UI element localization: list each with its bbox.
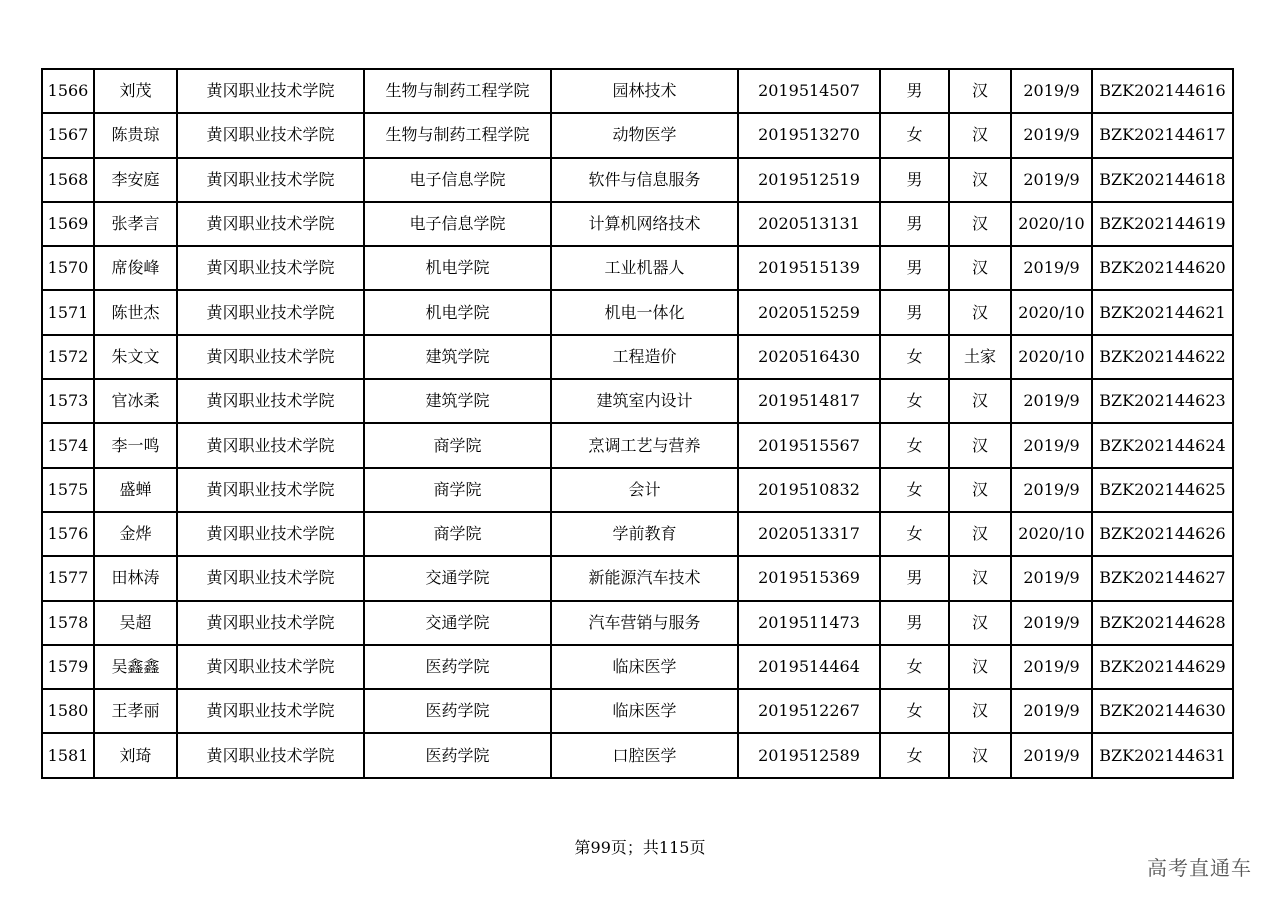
gender-cell: 女 bbox=[880, 512, 949, 556]
college-cell: 建筑学院 bbox=[364, 379, 551, 423]
student-id-cell: 2019510832 bbox=[738, 468, 880, 512]
enrollment-date-cell: 2020/10 bbox=[1011, 512, 1092, 556]
certificate-number-cell: BZK202144625 bbox=[1092, 468, 1233, 512]
gender-cell: 女 bbox=[880, 468, 949, 512]
ethnicity-cell: 汉 bbox=[949, 290, 1011, 334]
enrollment-date-cell: 2019/9 bbox=[1011, 645, 1092, 689]
enrollment-date-cell: 2019/9 bbox=[1011, 423, 1092, 467]
student-name-cell: 刘茂 bbox=[94, 69, 177, 113]
college-cell: 机电学院 bbox=[364, 290, 551, 334]
certificate-number-cell: BZK202144619 bbox=[1092, 202, 1233, 246]
college-cell: 医药学院 bbox=[364, 689, 551, 733]
college-cell: 商学院 bbox=[364, 423, 551, 467]
enrollment-date-cell: 2019/9 bbox=[1011, 69, 1092, 113]
student-name-cell: 盛蝉 bbox=[94, 468, 177, 512]
student-id-cell: 2019515567 bbox=[738, 423, 880, 467]
enrollment-date-cell: 2019/9 bbox=[1011, 556, 1092, 600]
student-id-cell: 2020516430 bbox=[738, 335, 880, 379]
ethnicity-cell: 汉 bbox=[949, 512, 1011, 556]
row-number-cell: 1572 bbox=[42, 335, 94, 379]
school-cell: 黄冈职业技术学院 bbox=[177, 290, 364, 334]
school-cell: 黄冈职业技术学院 bbox=[177, 556, 364, 600]
student-id-cell: 2019515369 bbox=[738, 556, 880, 600]
certificate-number-cell: BZK202144624 bbox=[1092, 423, 1233, 467]
student-id-cell: 2019511473 bbox=[738, 601, 880, 645]
college-cell: 医药学院 bbox=[364, 733, 551, 777]
ethnicity-cell: 汉 bbox=[949, 645, 1011, 689]
student-name-cell: 李一鸣 bbox=[94, 423, 177, 467]
major-cell: 临床医学 bbox=[551, 645, 738, 689]
table-row bbox=[42, 645, 1233, 689]
college-cell: 建筑学院 bbox=[364, 335, 551, 379]
ethnicity-cell: 汉 bbox=[949, 202, 1011, 246]
row-number-cell: 1575 bbox=[42, 468, 94, 512]
student-id-cell: 2020513131 bbox=[738, 202, 880, 246]
table-row bbox=[42, 290, 1233, 334]
ethnicity-cell: 汉 bbox=[949, 246, 1011, 290]
major-cell: 烹调工艺与营养 bbox=[551, 423, 738, 467]
college-cell: 交通学院 bbox=[364, 601, 551, 645]
certificate-number-cell: BZK202144623 bbox=[1092, 379, 1233, 423]
school-cell: 黄冈职业技术学院 bbox=[177, 423, 364, 467]
table-row bbox=[42, 379, 1233, 423]
enrollment-date-cell: 2020/10 bbox=[1011, 335, 1092, 379]
student-id-cell: 2019514507 bbox=[738, 69, 880, 113]
school-cell: 黄冈职业技术学院 bbox=[177, 158, 364, 202]
enrollment-date-cell: 2019/9 bbox=[1011, 246, 1092, 290]
college-cell: 商学院 bbox=[364, 512, 551, 556]
gender-cell: 女 bbox=[880, 113, 949, 157]
certificate-number-cell: BZK202144621 bbox=[1092, 290, 1233, 334]
student-name-cell: 官冰柔 bbox=[94, 379, 177, 423]
row-number-cell: 1577 bbox=[42, 556, 94, 600]
row-number-cell: 1573 bbox=[42, 379, 94, 423]
row-number-cell: 1570 bbox=[42, 246, 94, 290]
table-row bbox=[42, 202, 1233, 246]
major-cell: 工业机器人 bbox=[551, 246, 738, 290]
gender-cell: 女 bbox=[880, 335, 949, 379]
student-name-cell: 陈世杰 bbox=[94, 290, 177, 334]
enrollment-date-cell: 2019/9 bbox=[1011, 468, 1092, 512]
student-id-cell: 2019512589 bbox=[738, 733, 880, 777]
enrollment-date-cell: 2019/9 bbox=[1011, 158, 1092, 202]
enrollment-date-cell: 2019/9 bbox=[1011, 113, 1092, 157]
student-id-cell: 2019514464 bbox=[738, 645, 880, 689]
ethnicity-cell: 汉 bbox=[949, 158, 1011, 202]
enrollment-date-cell: 2019/9 bbox=[1011, 601, 1092, 645]
ethnicity-cell: 汉 bbox=[949, 556, 1011, 600]
certificate-number-cell: BZK202144631 bbox=[1092, 733, 1233, 777]
watermark-text: 高考直通车 bbox=[1147, 856, 1252, 880]
table-row bbox=[42, 335, 1233, 379]
gender-cell: 女 bbox=[880, 379, 949, 423]
major-cell: 机电一体化 bbox=[551, 290, 738, 334]
major-cell: 软件与信息服务 bbox=[551, 158, 738, 202]
gender-cell: 男 bbox=[880, 246, 949, 290]
student-name-cell: 张孝言 bbox=[94, 202, 177, 246]
student-id-cell: 2019513270 bbox=[738, 113, 880, 157]
major-cell: 建筑室内设计 bbox=[551, 379, 738, 423]
row-number-cell: 1574 bbox=[42, 423, 94, 467]
college-cell: 电子信息学院 bbox=[364, 158, 551, 202]
major-cell: 新能源汽车技术 bbox=[551, 556, 738, 600]
major-cell: 园林技术 bbox=[551, 69, 738, 113]
certificate-number-cell: BZK202144629 bbox=[1092, 645, 1233, 689]
school-cell: 黄冈职业技术学院 bbox=[177, 335, 364, 379]
row-number-cell: 1566 bbox=[42, 69, 94, 113]
row-number-cell: 1578 bbox=[42, 601, 94, 645]
table-row bbox=[42, 601, 1233, 645]
certificate-number-cell: BZK202144626 bbox=[1092, 512, 1233, 556]
major-cell: 汽车营销与服务 bbox=[551, 601, 738, 645]
certificate-number-cell: BZK202144630 bbox=[1092, 689, 1233, 733]
student-id-cell: 2019515139 bbox=[738, 246, 880, 290]
major-cell: 工程造价 bbox=[551, 335, 738, 379]
student-name-cell: 席俊峰 bbox=[94, 246, 177, 290]
certificate-number-cell: BZK202144618 bbox=[1092, 158, 1233, 202]
student-id-cell: 2019514817 bbox=[738, 379, 880, 423]
certificate-number-cell: BZK202144617 bbox=[1092, 113, 1233, 157]
college-cell: 医药学院 bbox=[364, 645, 551, 689]
ethnicity-cell: 汉 bbox=[949, 113, 1011, 157]
student-name-cell: 吴鑫鑫 bbox=[94, 645, 177, 689]
row-number-cell: 1571 bbox=[42, 290, 94, 334]
ethnicity-cell: 汉 bbox=[949, 601, 1011, 645]
student-name-cell: 刘琦 bbox=[94, 733, 177, 777]
row-number-cell: 1567 bbox=[42, 113, 94, 157]
student-roster-table bbox=[41, 68, 1234, 779]
school-cell: 黄冈职业技术学院 bbox=[177, 246, 364, 290]
table-row bbox=[42, 689, 1233, 733]
ethnicity-cell: 汉 bbox=[949, 733, 1011, 777]
ethnicity-cell: 汉 bbox=[949, 423, 1011, 467]
table-row bbox=[42, 468, 1233, 512]
student-name-cell: 陈贵琼 bbox=[94, 113, 177, 157]
major-cell: 会计 bbox=[551, 468, 738, 512]
ethnicity-cell: 汉 bbox=[949, 468, 1011, 512]
certificate-number-cell: BZK202144622 bbox=[1092, 335, 1233, 379]
student-name-cell: 朱文文 bbox=[94, 335, 177, 379]
school-cell: 黄冈职业技术学院 bbox=[177, 69, 364, 113]
college-cell: 生物与制药工程学院 bbox=[364, 69, 551, 113]
student-name-cell: 田林涛 bbox=[94, 556, 177, 600]
college-cell: 电子信息学院 bbox=[364, 202, 551, 246]
student-name-cell: 李安庭 bbox=[94, 158, 177, 202]
ethnicity-cell: 汉 bbox=[949, 689, 1011, 733]
table-row bbox=[42, 246, 1233, 290]
gender-cell: 女 bbox=[880, 423, 949, 467]
school-cell: 黄冈职业技术学院 bbox=[177, 113, 364, 157]
table-row bbox=[42, 69, 1233, 113]
college-cell: 机电学院 bbox=[364, 246, 551, 290]
college-cell: 交通学院 bbox=[364, 556, 551, 600]
row-number-cell: 1580 bbox=[42, 689, 94, 733]
table-row bbox=[42, 158, 1233, 202]
major-cell: 动物医学 bbox=[551, 113, 738, 157]
student-id-cell: 2020513317 bbox=[738, 512, 880, 556]
row-number-cell: 1569 bbox=[42, 202, 94, 246]
student-id-cell: 2019512267 bbox=[738, 689, 880, 733]
row-number-cell: 1581 bbox=[42, 733, 94, 777]
school-cell: 黄冈职业技术学院 bbox=[177, 645, 364, 689]
certificate-number-cell: BZK202144620 bbox=[1092, 246, 1233, 290]
row-number-cell: 1579 bbox=[42, 645, 94, 689]
gender-cell: 女 bbox=[880, 689, 949, 733]
certificate-number-cell: BZK202144627 bbox=[1092, 556, 1233, 600]
college-cell: 生物与制药工程学院 bbox=[364, 113, 551, 157]
major-cell: 学前教育 bbox=[551, 512, 738, 556]
gender-cell: 男 bbox=[880, 290, 949, 334]
major-cell: 临床医学 bbox=[551, 689, 738, 733]
gender-cell: 男 bbox=[880, 556, 949, 600]
school-cell: 黄冈职业技术学院 bbox=[177, 202, 364, 246]
school-cell: 黄冈职业技术学院 bbox=[177, 689, 364, 733]
ethnicity-cell: 土家 bbox=[949, 335, 1011, 379]
gender-cell: 男 bbox=[880, 601, 949, 645]
row-number-cell: 1576 bbox=[42, 512, 94, 556]
enrollment-date-cell: 2020/10 bbox=[1011, 202, 1092, 246]
major-cell: 计算机网络技术 bbox=[551, 202, 738, 246]
row-number-cell: 1568 bbox=[42, 158, 94, 202]
student-name-cell: 吴超 bbox=[94, 601, 177, 645]
gender-cell: 男 bbox=[880, 158, 949, 202]
table-row bbox=[42, 512, 1233, 556]
student-name-cell: 金烨 bbox=[94, 512, 177, 556]
school-cell: 黄冈职业技术学院 bbox=[177, 512, 364, 556]
student-id-cell: 2020515259 bbox=[738, 290, 880, 334]
college-cell: 商学院 bbox=[364, 468, 551, 512]
school-cell: 黄冈职业技术学院 bbox=[177, 379, 364, 423]
ethnicity-cell: 汉 bbox=[949, 379, 1011, 423]
enrollment-date-cell: 2019/9 bbox=[1011, 733, 1092, 777]
school-cell: 黄冈职业技术学院 bbox=[177, 601, 364, 645]
enrollment-date-cell: 2019/9 bbox=[1011, 689, 1092, 733]
table-row bbox=[42, 113, 1233, 157]
certificate-number-cell: BZK202144616 bbox=[1092, 69, 1233, 113]
page-number: 第99页；共115页 bbox=[574, 838, 706, 857]
gender-cell: 女 bbox=[880, 645, 949, 689]
enrollment-date-cell: 2020/10 bbox=[1011, 290, 1092, 334]
major-cell: 口腔医学 bbox=[551, 733, 738, 777]
gender-cell: 男 bbox=[880, 69, 949, 113]
certificate-number-cell: BZK202144628 bbox=[1092, 601, 1233, 645]
school-cell: 黄冈职业技术学院 bbox=[177, 733, 364, 777]
student-id-cell: 2019512519 bbox=[738, 158, 880, 202]
table-row bbox=[42, 733, 1233, 777]
school-cell: 黄冈职业技术学院 bbox=[177, 468, 364, 512]
roster-body bbox=[42, 69, 1233, 778]
ethnicity-cell: 汉 bbox=[949, 69, 1011, 113]
enrollment-date-cell: 2019/9 bbox=[1011, 379, 1092, 423]
table-row bbox=[42, 423, 1233, 467]
student-name-cell: 王孝丽 bbox=[94, 689, 177, 733]
gender-cell: 男 bbox=[880, 202, 949, 246]
table-row bbox=[42, 556, 1233, 600]
gender-cell: 女 bbox=[880, 733, 949, 777]
